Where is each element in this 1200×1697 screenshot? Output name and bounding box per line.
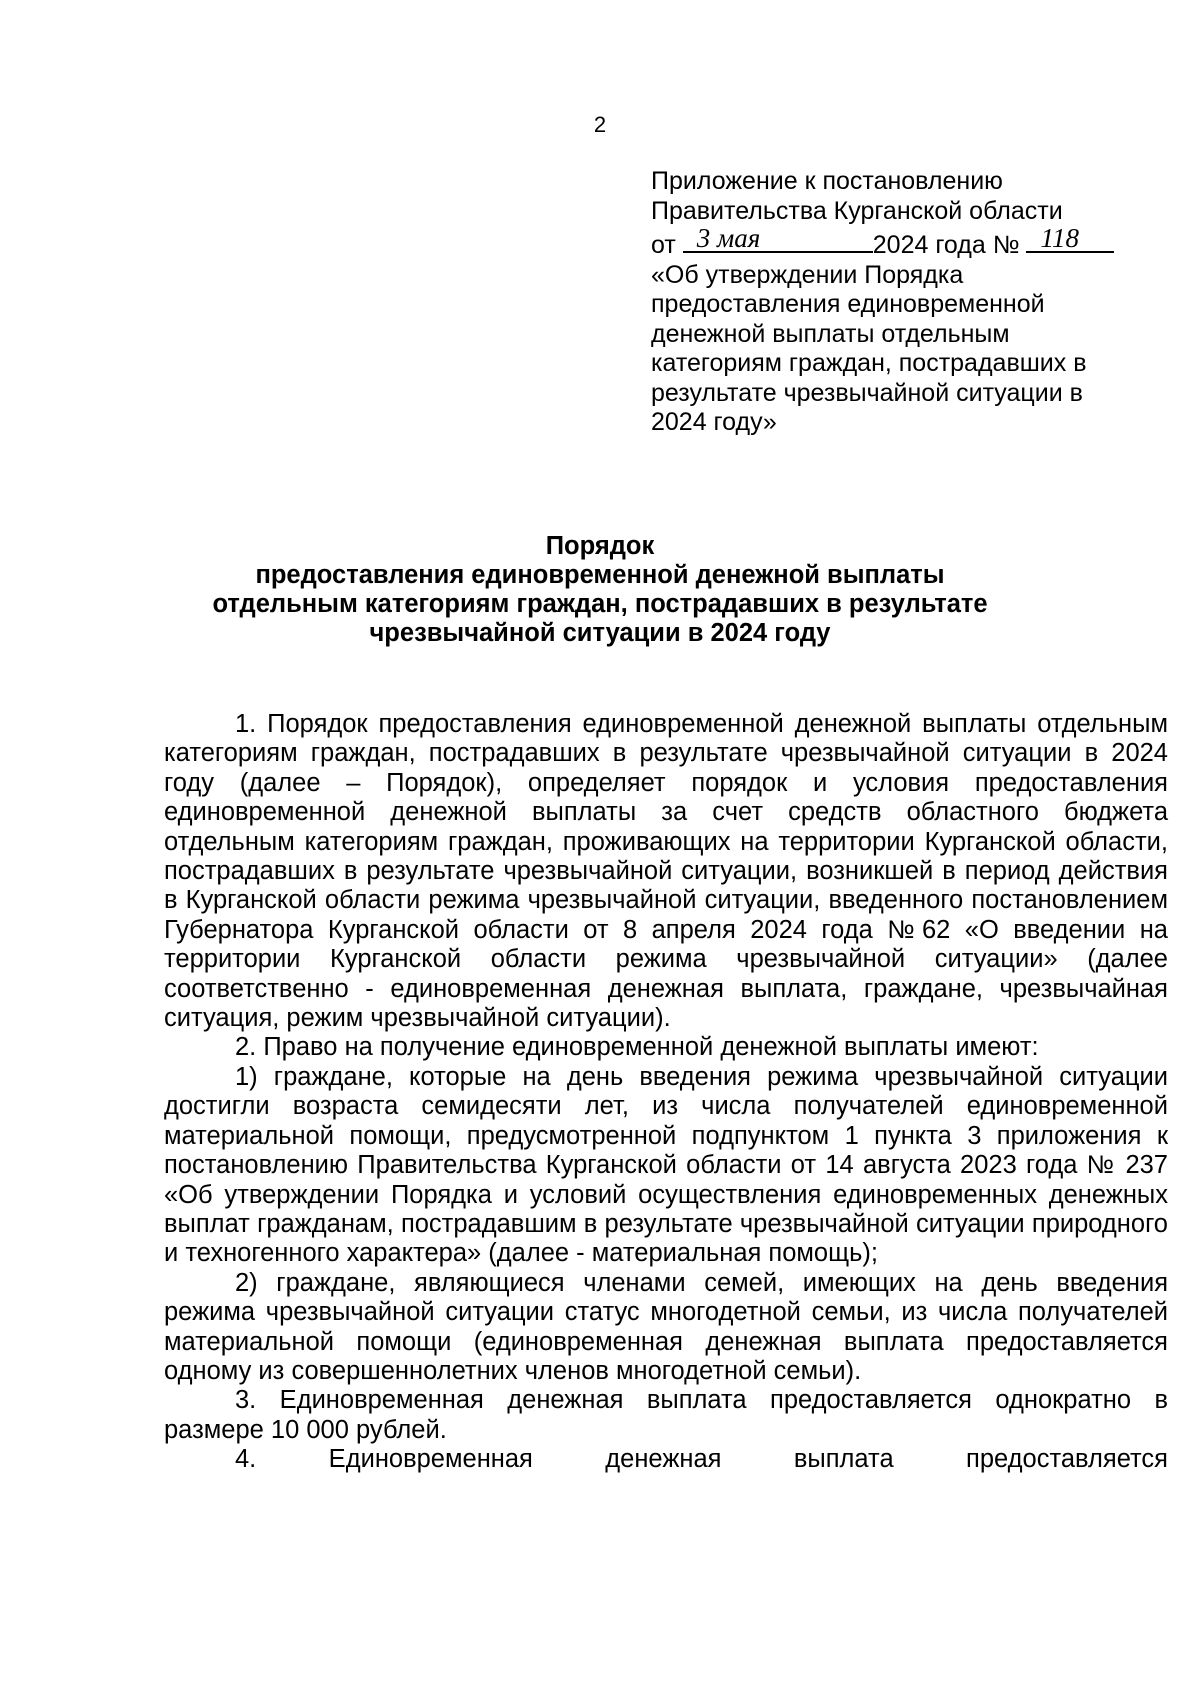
- title-line: чрезвычайной ситуации в 2024 году: [369, 619, 831, 647]
- title-line: отдельным категориям граждан, пострадавших в результате: [212, 590, 988, 618]
- appendix-line: Приложение к постановлению: [651, 167, 1003, 195]
- appendix-header: [651, 167, 1151, 438]
- appendix-line: Правительства Курганской области: [651, 196, 1063, 225]
- appendix-line: результате чрезвычайной ситуации в: [651, 378, 1083, 407]
- appendix-line: «Об утверждении Порядка: [651, 260, 964, 289]
- appendix-line: предоставления единовременной: [651, 290, 1045, 318]
- paragraph-2: 2. Право на получение единовременной денежной выплаты имеют:: [235, 1033, 1039, 1062]
- number-fill-line: [1026, 223, 1114, 253]
- paragraph-1: 1. Порядок предоставления единовременной денежной выплаты отдельным категориям граждан, пострадавших в результате чрезвычайной ситуации в 2024 году (далее – Порядок), определяет порядок и условия предоставления единовременной денежной выплаты за счет средств областного бюджета отдельным категориям граждан, проживающих на территории Курганской области, пострадавших в результате чрезвычайной ситуации, возникшей в период действия в Курганской области режима чрезвычайной ситуации, введенного постановлением Губернатора Курганской области от 8 апреля 2024 года №62 «О введении на территории Курганской области режима чрезвычайной ситуации» (далее соответственно - единовременная денежная выплата, граждане, чрезвычайная ситуация, режим чрезвычайной ситуации).: [164, 710, 1168, 1033]
- appendix-year-label: 2024 года №: [872, 231, 1020, 259]
- paragraph-4: 4. Единовременная денежная выплата предоставляется: [235, 1445, 1168, 1474]
- handwritten-date: 3 мая: [696, 223, 761, 253]
- paragraph-3: 3. Единовременная денежная выплата предоставляется однократно в размере 10 000 рублей.: [164, 1386, 1168, 1444]
- document-title: [0, 532, 1200, 648]
- page-number: 2: [593, 112, 607, 137]
- paragraph-2-item-2: 2) граждане, являющиеся членами семей, имеющих на день введения режима чрезвычайной ситуации статус многодетной семьи, из числа получателей материальной помощи (единовременная денежная выплата предоставляется одному из совершеннолетних членов многодетной семьи).: [164, 1268, 1168, 1385]
- title-line: предоставления единовременной денежной выплаты: [255, 561, 945, 589]
- date-fill-line: [683, 223, 873, 253]
- document-body: [164, 710, 1168, 1475]
- title-line: Порядок: [545, 532, 655, 560]
- handwritten-number: 118: [1040, 223, 1079, 253]
- appendix-line: 2024 году»: [651, 408, 777, 436]
- appendix-from-label: от: [651, 231, 676, 259]
- appendix-date-line: [651, 223, 1151, 261]
- appendix-line: денежной выплаты отдельным: [651, 319, 1010, 348]
- appendix-line: категориям граждан, пострадавших в: [651, 349, 1087, 377]
- paragraph-2-item-1: 1) граждане, которые на день введения режима чрезвычайной ситуации достигли возраста семидесяти лет, из числа получателей единовременной материальной помощи, предусмотренной подпунктом 1 пункта 3 приложения к постановлению Правительства Курганской области от 14 августа 2023 года № 237 «Об утверждении Порядка и условий осуществления единовременных денежных выплат гражданам, пострадавшим в результате чрезвычайной ситуации природного и техногенного характера» (далее - материальная помощь);: [164, 1062, 1168, 1268]
